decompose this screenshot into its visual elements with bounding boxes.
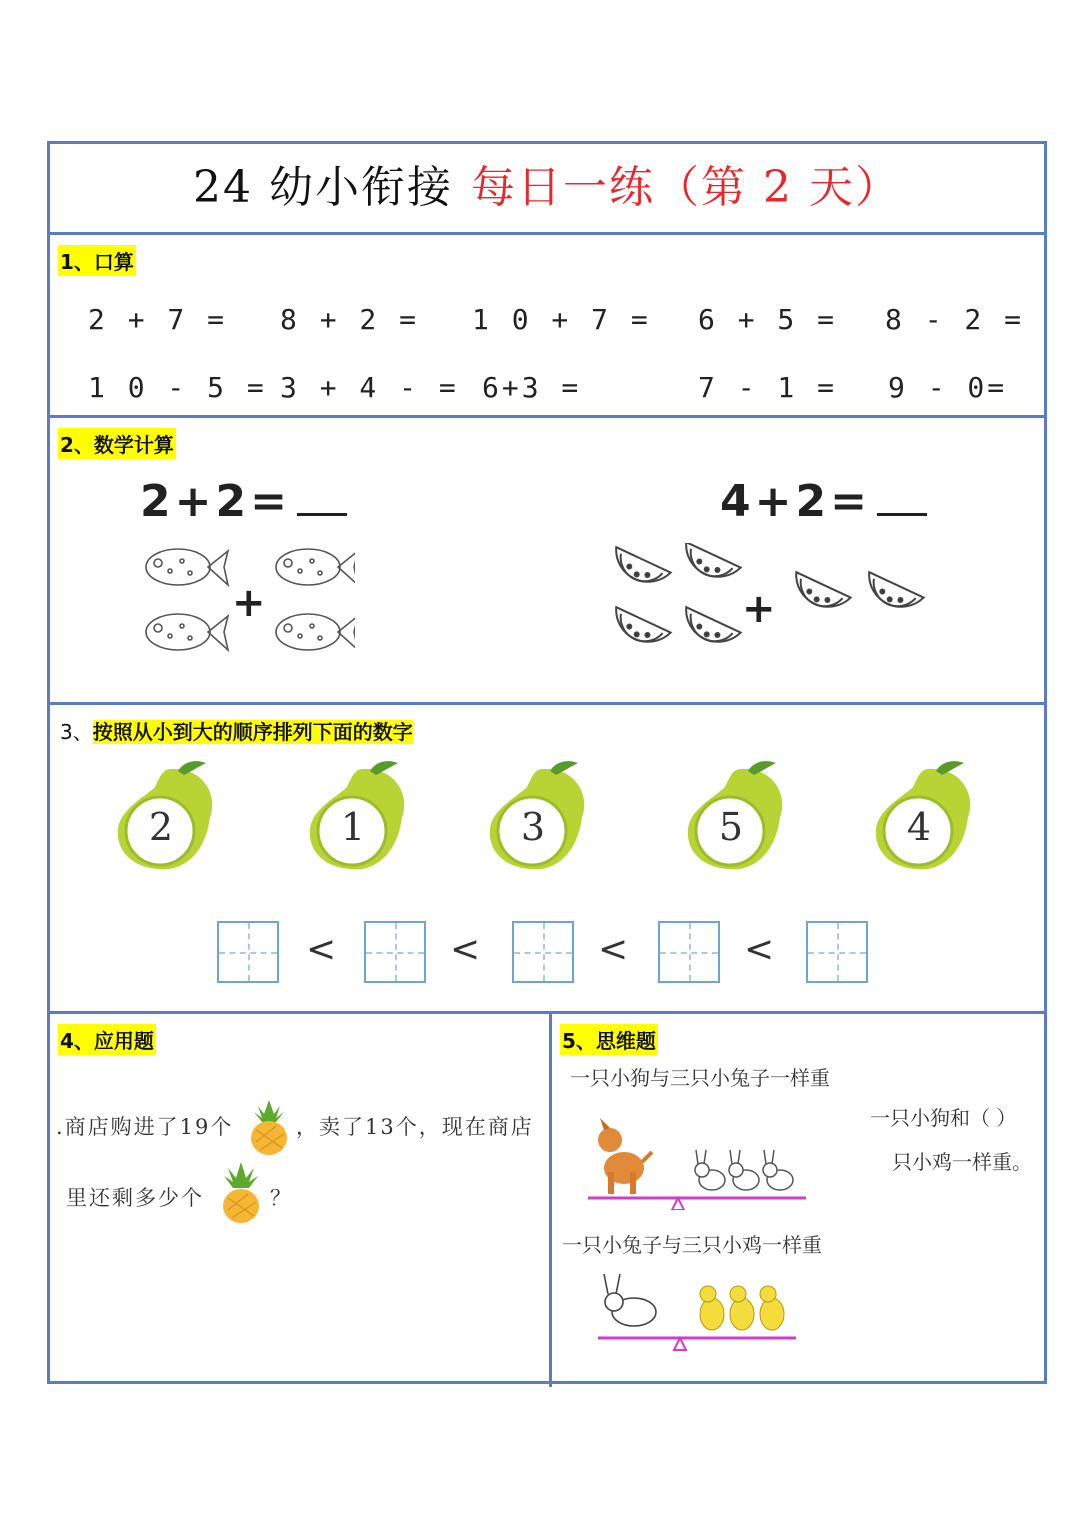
answer-box[interactable] xyxy=(364,921,426,983)
pear-number-card xyxy=(482,757,592,877)
equation-watermelon xyxy=(720,476,927,527)
problem: 1 0 - 5 = xyxy=(88,371,267,404)
rabbit-icon xyxy=(763,1150,793,1190)
equation-fish xyxy=(140,476,347,527)
pear-number-card xyxy=(868,757,978,877)
chick-icon xyxy=(760,1286,784,1330)
equation-text: 4+2= xyxy=(720,476,871,527)
balance-dog-rabbits xyxy=(586,1110,811,1210)
number-label: 4 xyxy=(906,805,932,849)
rabbit-icon xyxy=(604,1274,656,1326)
problem: 1 0 + 7 = xyxy=(472,303,651,336)
section-heading xyxy=(58,715,415,746)
problem-text: ？ xyxy=(270,1186,293,1210)
problem-text: .商店购进了19个 xyxy=(56,1115,234,1139)
plus-sign: + xyxy=(232,580,266,626)
fact-text: 一只小狗与三只小兔子一样重 xyxy=(570,1066,830,1090)
question-text: 只小鸡一样重。 xyxy=(892,1150,1032,1174)
pineapple-icon xyxy=(246,1098,292,1156)
less-than-sign: < xyxy=(598,929,629,970)
chick-icon xyxy=(700,1286,724,1330)
problem: 3 + 4 - = xyxy=(280,371,459,404)
less-than-sign: < xyxy=(744,929,775,970)
worksheet xyxy=(47,141,1047,1384)
pear-number-card xyxy=(680,757,790,877)
question-text: 一只小狗和（ ） xyxy=(870,1106,1017,1130)
chick-icon xyxy=(730,1286,754,1330)
number-label: 2 xyxy=(148,805,174,849)
rabbit-icon xyxy=(729,1150,759,1190)
section-picture-math xyxy=(50,418,1044,705)
answer-blank[interactable] xyxy=(297,483,347,516)
section-mental-math xyxy=(50,235,1044,418)
number-label: 1 xyxy=(340,805,366,849)
heading-text: 按照从小到大的顺序排列下面的数字 xyxy=(92,720,413,744)
heading-prefix: 3、 xyxy=(60,720,93,744)
problem-text: ，卖了13个，现在商店 xyxy=(296,1115,534,1139)
answer-box[interactable] xyxy=(217,921,279,983)
answer-box[interactable] xyxy=(658,921,720,983)
section-heading: 5、思维题 xyxy=(560,1024,658,1055)
problem: 8 + 2 = xyxy=(280,303,420,336)
number-label: 5 xyxy=(718,805,744,849)
number-label: 3 xyxy=(520,805,546,849)
equation-text: 2+2= xyxy=(140,476,291,527)
less-than-sign: < xyxy=(450,929,481,970)
section-word-problem xyxy=(50,1014,549,1384)
pineapple-icon xyxy=(218,1160,264,1224)
pear-number-card xyxy=(302,757,412,877)
problem: 6 + 5 = xyxy=(698,303,838,336)
less-than-sign: < xyxy=(306,929,337,970)
problem: 2 + 7 = xyxy=(88,303,228,336)
section-heading: 1、口算 xyxy=(58,245,136,276)
page-title xyxy=(50,144,1044,232)
section-heading: 4、应用题 xyxy=(58,1024,156,1055)
title-row xyxy=(50,144,1044,235)
section-ordering xyxy=(50,705,1044,1014)
pear-number-card xyxy=(110,757,220,877)
dog-icon xyxy=(598,1118,652,1194)
plus-sign: + xyxy=(742,586,776,632)
answer-blank[interactable] xyxy=(877,483,927,516)
title-part1: 24 幼小衔接 xyxy=(193,162,453,213)
problem: 9 - 0= xyxy=(888,371,1008,404)
problem: 8 - 2 = xyxy=(885,303,1025,336)
balance-rabbit-chicks xyxy=(596,1262,801,1354)
problem: 6+3 = xyxy=(482,371,582,404)
answer-box[interactable] xyxy=(806,921,868,983)
fact-text: 一只小兔子与三只小鸡一样重 xyxy=(562,1233,822,1257)
title-part2: 每日一练（第 2 天） xyxy=(471,162,901,213)
answer-box[interactable] xyxy=(512,921,574,983)
problem-text: 里还剩多少个 xyxy=(66,1186,204,1210)
rabbit-icon xyxy=(695,1150,725,1190)
problem: 7 - 1 = xyxy=(698,371,838,404)
section-heading: 2、数学计算 xyxy=(58,428,176,459)
section-thinking xyxy=(552,1014,1044,1384)
